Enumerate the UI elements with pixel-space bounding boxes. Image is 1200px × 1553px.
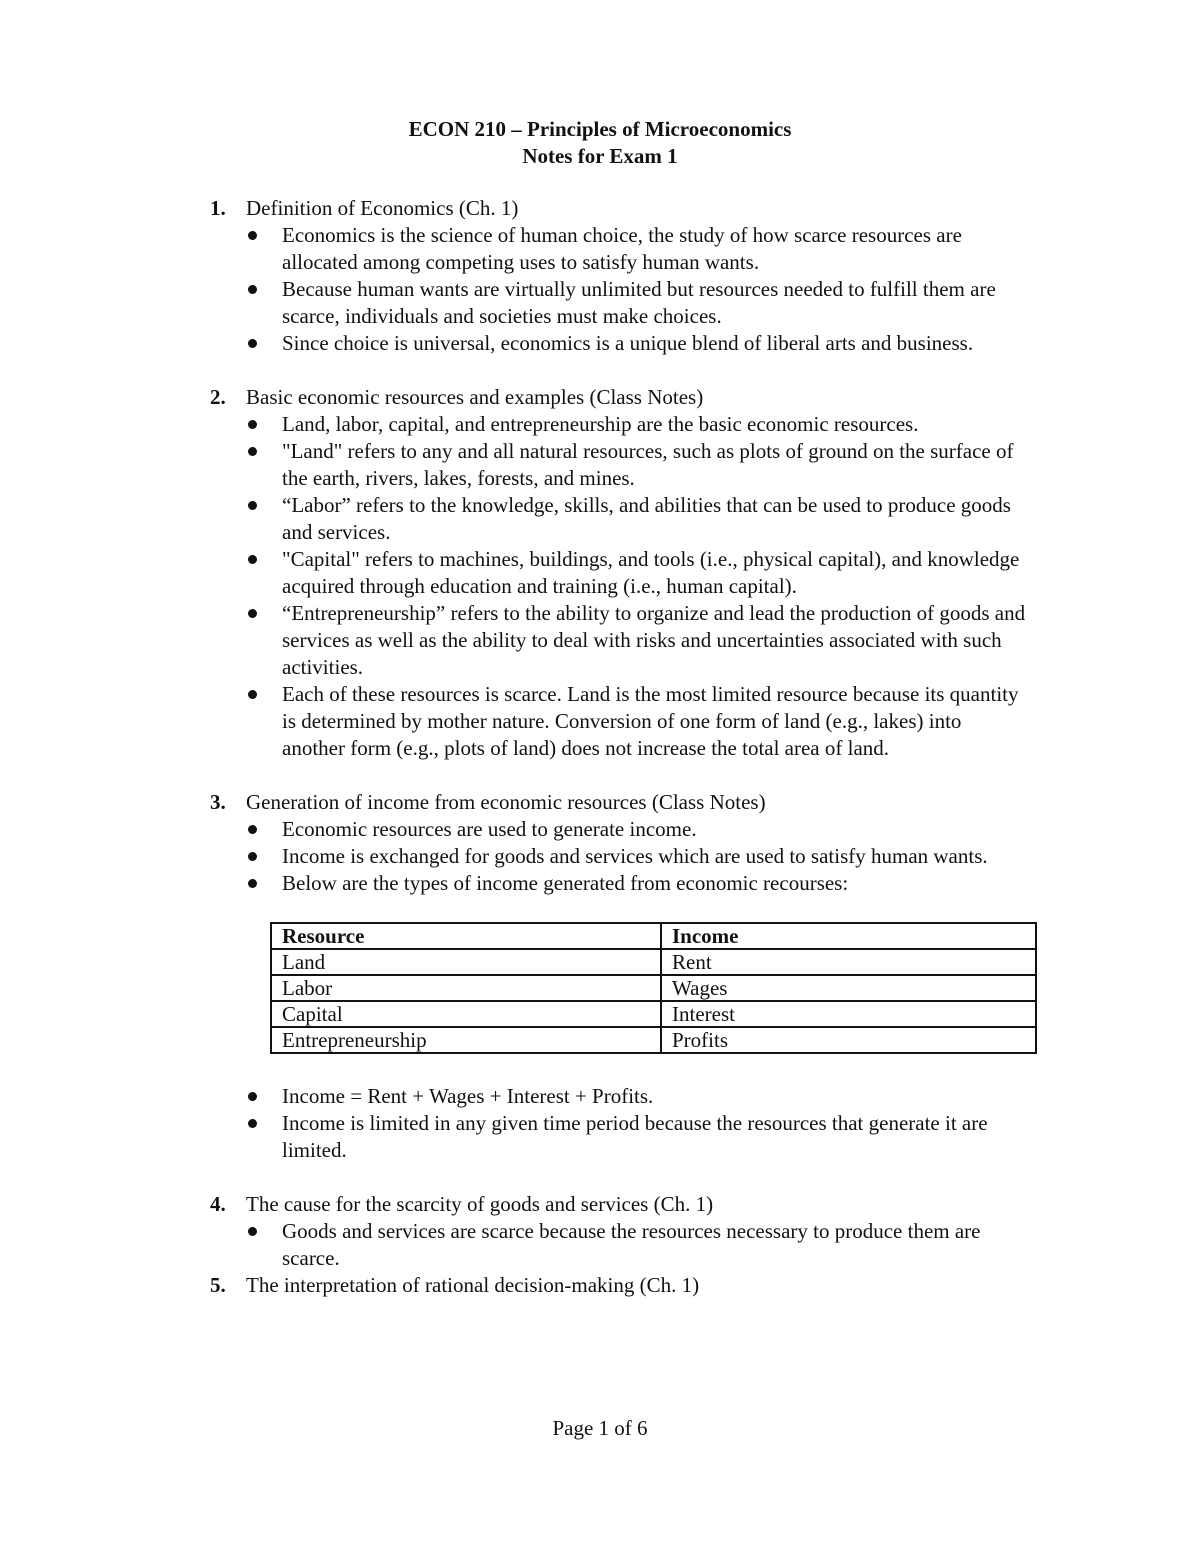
bullet-item — [0, 411, 1027, 438]
table-cell: Labor — [271, 975, 661, 1001]
section-number: 1. — [210, 196, 226, 220]
document-title: ECON 210 – Principles of Microeconomics — [408, 117, 792, 141]
bullet-text: Income is limited in any given time period because the resources that generate it are limited. — [282, 1111, 988, 1162]
bullet-icon — [248, 285, 257, 294]
page-footer — [0, 1415, 1200, 1442]
table-header-resource: Resource — [271, 923, 661, 949]
table-header-income: Income — [661, 923, 1036, 949]
bullet-text: Land, labor, capital, and entrepreneurship are the basic economic resources. — [282, 412, 919, 436]
section-title: The interpretation of rational decision-making (Ch. 1) — [246, 1273, 700, 1297]
table-row — [271, 1001, 1036, 1027]
bullet-text: Since choice is universal, economics is a unique blend of liberal arts and business. — [282, 331, 974, 355]
bullet-item — [0, 222, 1027, 276]
bullet-icon — [248, 879, 257, 888]
section-heading — [0, 195, 1200, 222]
section-heading — [0, 384, 1200, 411]
bullet-icon — [248, 1227, 257, 1236]
bullet-text: Below are the types of income generated from economic recourses: — [282, 871, 849, 895]
section-title: Basic economic resources and examples (Class Notes) — [246, 385, 704, 409]
bullet-text: “Entrepreneurship” refers to the ability to organize and lead the production of goods and services as well as the ability to deal with risks and uncertainties associated with such activities. — [282, 601, 1026, 679]
section-number: 5. — [210, 1273, 226, 1297]
bullet-icon — [248, 501, 257, 510]
page-number: Page 1 of 6 — [552, 1416, 648, 1440]
bullet-icon — [248, 690, 257, 699]
bullet-icon — [248, 420, 257, 429]
bullet-list-after-table — [0, 1083, 1200, 1164]
bullet-icon — [248, 447, 257, 456]
bullet-item — [0, 276, 1027, 330]
bullet-item — [0, 1083, 1027, 1110]
bullet-item — [0, 438, 1027, 492]
bullet-text: Economic resources are used to generate income. — [282, 817, 697, 841]
bullet-list — [0, 1218, 1200, 1272]
bullet-icon — [248, 555, 257, 564]
section-2 — [0, 384, 1200, 762]
bullet-icon — [248, 825, 257, 834]
bullet-item — [0, 330, 1027, 357]
bullet-icon — [248, 1092, 257, 1101]
bullet-list — [0, 816, 1200, 897]
title-block — [0, 116, 1200, 170]
section-5 — [0, 1272, 1200, 1299]
bullet-text: “Labor” refers to the knowledge, skills, and abilities that can be used to produce goods and services. — [282, 493, 1011, 544]
bullet-item — [0, 1110, 1027, 1164]
bullet-list — [0, 411, 1200, 762]
bullet-icon — [248, 609, 257, 618]
bullet-text: Goods and services are scarce because the resources necessary to produce them are scarce. — [282, 1219, 981, 1270]
bullet-text: Income = Rent + Wages + Interest + Profits. — [282, 1084, 654, 1108]
section-title: The cause for the scarcity of goods and services (Ch. 1) — [246, 1192, 714, 1216]
section-title: Generation of income from economic resources (Class Notes) — [246, 790, 766, 814]
income-table — [270, 922, 1037, 1054]
document-subtitle: Notes for Exam 1 — [522, 144, 678, 168]
bullet-item — [0, 546, 1027, 600]
bullet-text: "Land" refers to any and all natural resources, such as plots of ground on the surface of the earth, rivers, lakes, forests, and mines. — [282, 439, 1014, 490]
bullet-item — [0, 681, 1027, 762]
bullet-text: Income is exchanged for goods and services which are used to satisfy human wants. — [282, 844, 988, 868]
section-title: Definition of Economics (Ch. 1) — [246, 196, 519, 220]
table-cell: Land — [271, 949, 661, 975]
bullet-item — [0, 492, 1027, 546]
bullet-item — [0, 870, 1027, 897]
bullet-item — [0, 816, 1027, 843]
bullet-item — [0, 843, 1027, 870]
bullet-icon — [248, 852, 257, 861]
table-row — [271, 949, 1036, 975]
section-heading — [0, 1272, 1200, 1299]
bullet-icon — [248, 231, 257, 240]
section-3 — [0, 789, 1200, 1164]
section-4 — [0, 1191, 1200, 1272]
bullet-text: "Capital" refers to machines, buildings, and tools (i.e., physical capital), and knowledge acquired through education and training (i.e., human capital). — [282, 547, 1020, 598]
table-cell: Profits — [661, 1027, 1036, 1053]
table-row — [271, 975, 1036, 1001]
table-cell: Rent — [661, 949, 1036, 975]
table-row — [271, 1027, 1036, 1053]
section-heading — [0, 1191, 1200, 1218]
table-cell: Capital — [271, 1001, 661, 1027]
bullet-icon — [248, 1119, 257, 1128]
section-heading — [0, 789, 1200, 816]
table-cell: Entrepreneurship — [271, 1027, 661, 1053]
table-header-row — [271, 923, 1036, 949]
sections-container — [0, 195, 1200, 1299]
income-table-wrapper — [270, 922, 1035, 1054]
bullet-item — [0, 600, 1027, 681]
bullet-item — [0, 1218, 1027, 1272]
table-cell: Wages — [661, 975, 1036, 1001]
bullet-text: Economics is the science of human choice, the study of how scarce resources are allocated among competing uses to satisfy human wants. — [282, 223, 962, 274]
bullet-list — [0, 222, 1200, 357]
bullet-text: Each of these resources is scarce. Land is the most limited resource because its quantity is determined by mother nature. Conversion of one form of land (e.g., lakes) into another form (e.g., plots of land) does not increase the total area of land. — [282, 682, 1019, 760]
section-number: 2. — [210, 385, 226, 409]
table-cell: Interest — [661, 1001, 1036, 1027]
bullet-text: Because human wants are virtually unlimited but resources needed to fulfill them are scarce, individuals and societies must make choices. — [282, 277, 996, 328]
section-number: 3. — [210, 790, 226, 814]
section-1 — [0, 195, 1200, 357]
section-number: 4. — [210, 1192, 226, 1216]
bullet-icon — [248, 339, 257, 348]
